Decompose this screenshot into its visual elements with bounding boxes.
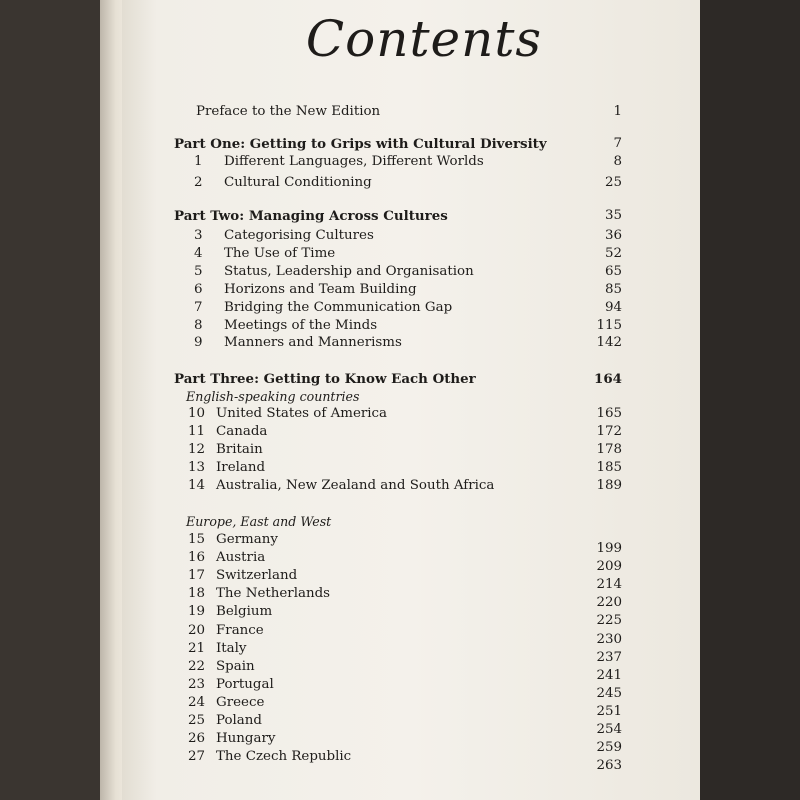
toc-num: 10 [188, 406, 206, 421]
toc-label: United States of America [216, 406, 388, 421]
toc-page: 237 [596, 649, 622, 665]
toc-label: Australia, New Zealand and South Africa [216, 478, 495, 493]
toc-page: 214 [596, 577, 622, 593]
toc-chapter [122, 658, 700, 683]
toc-page: 189 [596, 478, 622, 493]
toc-page: 220 [596, 595, 622, 611]
toc-label: Belgium [216, 604, 273, 620]
toc-chapter [122, 532, 700, 556]
toc-page: 259 [596, 740, 622, 756]
toc-label: The Czech Republic [216, 749, 352, 765]
toc-part-heading [122, 208, 700, 226]
toc-num: 19 [188, 604, 206, 620]
toc-num: 9 [194, 335, 203, 351]
toc-page: 209 [596, 559, 622, 575]
toc-num: 14 [188, 478, 206, 493]
toc-chapter [122, 300, 700, 318]
toc-page: 7 [613, 136, 622, 151]
toc-page: 199 [596, 541, 622, 556]
toc-label: The Use of Time [224, 245, 336, 261]
toc-chapter [122, 318, 700, 336]
toc-preface [122, 104, 700, 122]
toc-label: Horizons and Team Building [224, 281, 417, 297]
toc-num: 13 [188, 460, 206, 475]
toc-page: 263 [596, 758, 622, 774]
toc-chapter [122, 282, 700, 300]
toc-page: 165 [596, 406, 622, 421]
toc-chapter [122, 694, 700, 719]
toc-num: 12 [188, 442, 206, 457]
toc-label: Italy [216, 640, 247, 656]
toc-num: 2 [194, 175, 203, 190]
toc-label: Meetings of the Minds [224, 317, 378, 333]
toc-page: 251 [596, 703, 622, 719]
toc-num: 6 [194, 281, 203, 297]
toc-num: 26 [188, 731, 206, 747]
toc-chapter [122, 335, 700, 353]
toc-page: 8 [613, 154, 622, 169]
toc-label: Poland [216, 713, 262, 728]
toc-num: 27 [188, 749, 206, 765]
page-title: Contents [305, 10, 543, 68]
toc-page: 142 [596, 335, 622, 351]
toc-chapter [122, 713, 700, 737]
toc-page: 36 [604, 228, 622, 243]
toc-num: 4 [194, 245, 203, 261]
toc-label: Britain [216, 442, 263, 457]
toc-label: Germany [216, 532, 278, 547]
toc-chapter [122, 568, 700, 593]
toc-page: 1 [613, 104, 622, 119]
toc-chapter [122, 749, 700, 774]
toc-num: 24 [188, 694, 206, 710]
background-left [0, 0, 102, 800]
toc-label: Ireland [216, 460, 266, 475]
toc-num: 8 [194, 317, 203, 333]
toc-page: 52 [604, 245, 622, 261]
toc-page: 94 [604, 299, 622, 315]
toc-chapter [122, 622, 700, 647]
toc-chapter [122, 424, 700, 442]
toc-chapter [122, 640, 700, 665]
toc-chapter [122, 478, 700, 496]
toc-num: 25 [188, 713, 206, 728]
toc-label: Manners and Mannerisms [224, 335, 402, 351]
toc-label: Spain [216, 658, 255, 674]
toc-num: 7 [194, 299, 203, 315]
toc-label: Part Two: Managing Across Cultures [174, 208, 448, 224]
toc-chapter [122, 604, 700, 629]
toc-chapter [122, 175, 700, 193]
toc-page: 185 [596, 460, 622, 475]
toc-label: Preface to the New Edition [196, 104, 381, 119]
toc-label: Part Three: Getting to Know Each Other [174, 371, 476, 387]
toc-num: 21 [188, 640, 206, 656]
toc-chapter [122, 550, 700, 575]
toc-num: 16 [188, 550, 206, 566]
toc-page: 25 [604, 175, 622, 190]
toc-page: 178 [596, 442, 622, 457]
toc-num: 22 [188, 658, 206, 674]
toc-label: The Netherlands [216, 586, 331, 602]
toc-num: 23 [188, 676, 206, 692]
toc-chapter [122, 731, 700, 756]
toc-num: 20 [188, 622, 206, 638]
toc-chapter [122, 442, 700, 460]
toc-num: 17 [188, 568, 206, 584]
toc-num: 1 [194, 154, 203, 169]
toc-label: Status, Leadership and Organisation [224, 263, 474, 279]
toc-label: Portugal [216, 676, 274, 692]
toc-part-heading [122, 136, 700, 154]
toc-page: 65 [604, 263, 622, 279]
toc-num: 18 [188, 586, 206, 602]
toc-label: Canada [216, 424, 268, 439]
toc-chapter [122, 406, 700, 424]
toc-label: Hungary [216, 731, 276, 747]
toc-page: 164 [594, 371, 622, 387]
toc-chapter [122, 460, 700, 478]
toc-label: Different Languages, Different Worlds [224, 154, 484, 169]
toc-num: 15 [188, 532, 206, 547]
toc-chapter [122, 264, 700, 282]
toc-page: 172 [596, 424, 622, 439]
toc-chapter [122, 154, 700, 172]
toc-part-heading [122, 371, 700, 389]
toc-label: France [216, 622, 264, 638]
toc-num: 3 [194, 228, 203, 243]
toc-num: 5 [194, 263, 203, 279]
toc-section-heading [122, 514, 700, 532]
toc-page: 254 [596, 722, 622, 737]
toc-label: Austria [216, 550, 266, 566]
background-right [700, 0, 800, 800]
toc-label: Greece [216, 694, 265, 710]
toc-section-label: Europe, East and West [186, 514, 332, 529]
toc-page: 225 [596, 613, 622, 629]
toc-page: 230 [596, 631, 622, 647]
toc-section-heading [122, 389, 700, 407]
book-page [122, 0, 700, 800]
toc-page: 241 [596, 667, 622, 683]
toc-num: 11 [188, 424, 206, 439]
toc-page: 245 [596, 685, 622, 701]
toc-label: Cultural Conditioning [224, 175, 372, 190]
toc-label: Categorising Cultures [224, 228, 374, 243]
toc-chapter [122, 676, 700, 701]
toc-page: 35 [604, 208, 622, 223]
toc-label: Bridging the Communication Gap [224, 299, 453, 315]
toc-chapter [122, 228, 700, 246]
toc-section-label: English-speaking countries [186, 389, 360, 404]
toc-chapter [122, 586, 700, 611]
toc-label: Part One: Getting to Grips with Cultural Diversity [174, 136, 547, 152]
toc-label: Switzerland [216, 568, 298, 584]
toc-page: 115 [596, 317, 622, 333]
toc-page: 85 [604, 281, 622, 297]
toc-chapter [122, 246, 700, 264]
